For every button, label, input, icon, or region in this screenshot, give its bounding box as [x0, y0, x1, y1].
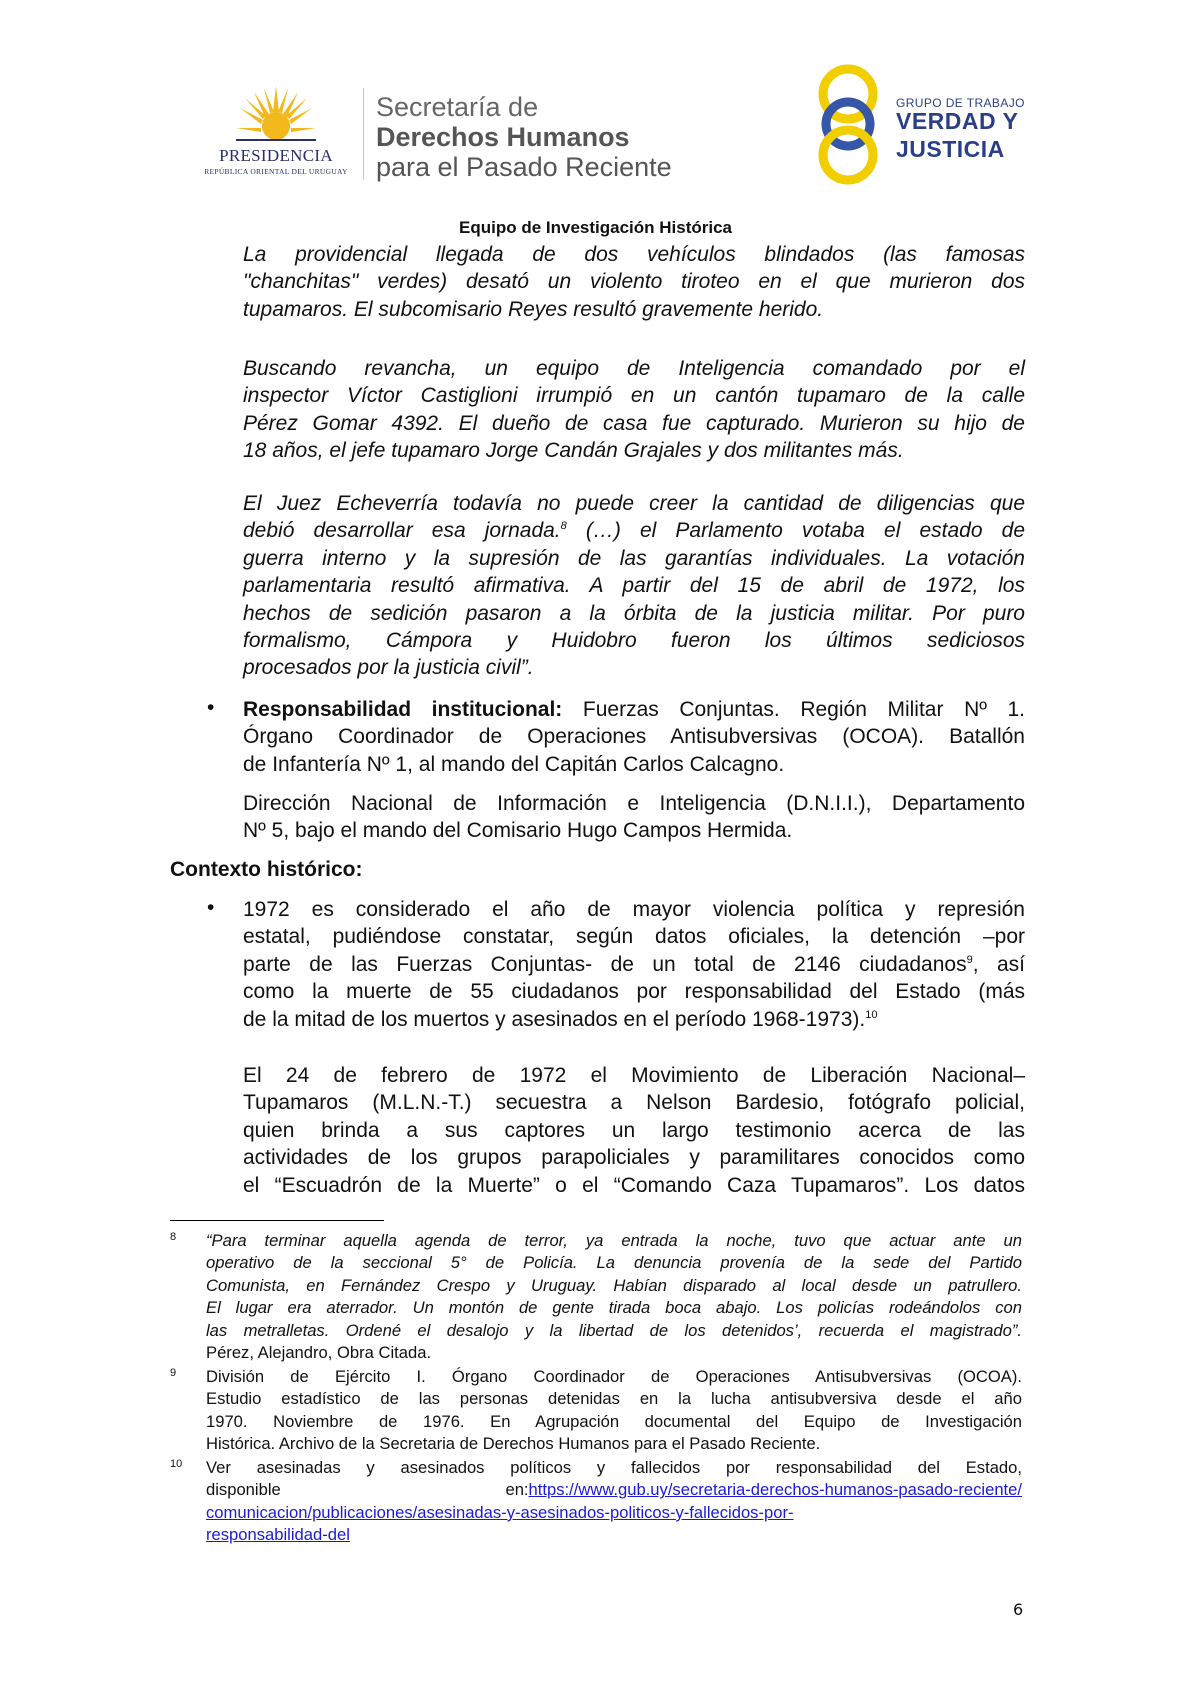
secretaria-line-1: Secretaría de [376, 92, 539, 122]
text-line: El 24 de febrero de 1972 el Movimiento de Liberación Nacional– [243, 1064, 1025, 1087]
presidencia-logo [196, 84, 356, 184]
text-line: tupamaros. El subcomisario Reyes resultó gravemente herido. [243, 297, 824, 321]
secretaria-line-3: para el Pasado Reciente [376, 152, 672, 182]
text-line: Buscando revancha, un equipo de Inteligencia comandado por el [243, 357, 1025, 380]
text-line [206, 1479, 1022, 1501]
contexto-paragraph-2 [243, 1062, 1025, 1199]
text-line: 1972 es considerado el año de mayor violencia política y represión [243, 898, 1025, 921]
footnote-body [206, 1457, 1022, 1547]
footnote-number: 8 [170, 1231, 177, 1243]
text-line: Pérez, Alejandro, Obra Citada. [206, 1342, 432, 1362]
text-fragment: de la mitad de los muertos y asesinados en el período 1968-1973). [243, 1007, 866, 1031]
text-line: formalismo, Cámpora y Huidobro fueron los últimos sediciosos [243, 628, 1025, 652]
text-line [243, 696, 1025, 723]
text-line: Dirección Nacional de Información e Inteligencia (D.N.I.I.), Departamento [243, 792, 1025, 815]
responsabilidad-institucional [243, 696, 1025, 778]
interlinked-rings-icon [808, 62, 888, 187]
footnote-link-continued[interactable]: comunicacion/publicaciones/asesinadas-y-asesinados-politicos-y-fallecidos-por- [206, 1502, 794, 1522]
text-line: Ver asesinadas y asesinados políticos y fallecidos por responsabilidad del Estado, [206, 1458, 1022, 1477]
sun-emblem-icon [236, 84, 316, 144]
text-fragment: , así [972, 952, 1026, 976]
footnote-number: 9 [170, 1367, 177, 1379]
footnote-ref-8[interactable]: 8 [560, 520, 567, 533]
text-line: inspector Víctor Castiglioni irrumpió en un cantón tupamaro de la calle [243, 384, 1025, 408]
text-fragment: disponible [206, 1480, 281, 1500]
text-fragment: Fuerzas Conjuntas. Región Militar Nº 1. [562, 698, 1026, 721]
text-line: Pérez Gomar 4392. El dueño de casa fue capturado. Murieron su hijo de [243, 411, 1025, 435]
text-line: El Juez Echeverría todavía no puede creer la cantidad de diligencias que [243, 492, 1025, 515]
text-fragment: (…) el Parlamento votaba el estado de [566, 519, 1025, 543]
text-line: estatal, pudiéndose constatar, según datos oficiales, la detención –por [243, 925, 1025, 949]
footnote-body [206, 1366, 1022, 1456]
text-line [243, 951, 1025, 978]
footnote-link[interactable]: https://www.gub.uy/secretaria-derechos-humanos-pasado-reciente/ [528, 1480, 1022, 1500]
text-line: las metralletas. Ordené el desalojo y la libertad de los detenidos’, recuerda el magistrado”. [206, 1320, 1022, 1340]
text-line: División de Ejército I. Órgano Coordinador de Operaciones Antisubversivas (OCOA). [206, 1367, 1022, 1386]
page-number: 6 [1013, 1600, 1024, 1619]
text-line: procesados por la justicia civil”. [243, 656, 534, 680]
text-line: El lugar era aterrador. Un montón de gente tirada boca abajo. Los policías rodeándolos con [206, 1298, 1022, 1318]
footnote-separator [170, 1220, 384, 1221]
text-line: “Para terminar aquella agenda de terror, ya entrada la noche, tuvo que actuar ante un [206, 1231, 1022, 1250]
text-line: como la muerte de 55 ciudadanos por responsabilidad del Estado (más [243, 980, 1025, 1004]
quote-paragraph-1 [243, 241, 1025, 323]
text-line: el “Escuadrón de la Muerte” o el “Comando Caza Tupamaros”. Los datos [243, 1173, 1025, 1197]
contexto-heading: Contexto histórico: [170, 858, 363, 881]
verdad-justicia-logo [808, 62, 1038, 187]
footnote-ref-9[interactable]: 9 [966, 953, 973, 966]
text-fragment: en: [505, 1480, 529, 1500]
text-line: quien brinda a sus captores un largo testimonio acerca de las [243, 1118, 1025, 1142]
text-line [243, 1006, 1025, 1033]
responsabilidad-dnii [243, 790, 1025, 845]
text-line: hechos de sedición pasaron a la órbita de la justicia militar. Por puro [243, 601, 1025, 625]
footnote-body [206, 1230, 1022, 1364]
text-line: Nº 5, bajo el mando del Comisario Hugo Campos Hermida. [243, 819, 793, 843]
secretaria-line-2: Derechos Humanos [376, 122, 630, 152]
footnote-link-continued[interactable]: responsabilidad-del [206, 1525, 350, 1545]
bullet-marker: • [207, 696, 215, 719]
text-line: guerra interno y la supresión de las garantías individuales. La votación [243, 546, 1025, 570]
quote-paragraph-2 [243, 355, 1025, 465]
text-line: Órgano Coordinador de Operaciones Antisubversivas (OCOA). Batallón [243, 725, 1025, 749]
text-line: Tupamaros (M.L.N.-T.) secuestra a Nelson Bardesio, fotógrafo policial, [243, 1091, 1025, 1115]
vj-small-label: GRUPO DE TRABAJO [896, 96, 1025, 110]
text-line: operativo de la seccional 5° de Policía. La denuncia provenía de la sede del Partido [206, 1253, 1022, 1273]
header-divider [363, 88, 364, 180]
text-line [243, 517, 1025, 544]
text-line: Histórica. Archivo de la Secretaria de Derechos Humanos para el Pasado Reciente. [206, 1434, 821, 1454]
secretaria-logo-text [376, 92, 672, 182]
text-line: La providencial llegada de dos vehículos blindados (las famosas [243, 243, 1025, 266]
text-line: 1970. Noviembre de 1976. En Agrupación documental del Equipo de Investigación [206, 1411, 1022, 1431]
text-fragment: parte de las Fuerzas Conjuntas- de un total de 2146 ciudadanos [243, 952, 967, 976]
text-line: actividades de los grupos parapoliciales y paramilitares conocidos como [243, 1146, 1025, 1170]
text-line: Comunista, en Fernández Crespo y Uruguay. Habían disparado al local desde un patrullero. [206, 1275, 1022, 1295]
text-line: de Infantería Nº 1, al mando del Capitán Carlos Calcagno. [243, 752, 785, 776]
text-fragment: debió desarrollar esa jornada. [243, 519, 561, 543]
quote-paragraph-3 [243, 490, 1025, 682]
bullet-marker: • [207, 896, 215, 919]
team-title: Equipo de Investigación Histórica [459, 218, 732, 237]
presidencia-subtitle: REPÚBLICA ORIENTAL DEL URUGUAY [204, 167, 348, 176]
footnote-ref-10[interactable]: 10 [865, 1008, 878, 1021]
text-line: "chanchitas" verdes) desató un violento tiroteo en el que murieron dos [243, 270, 1025, 294]
text-line: Estudio estadístico de las personas detenidas en la lucha antisubversiva desde el año [206, 1389, 1022, 1409]
contexto-paragraph-1 [243, 896, 1025, 1033]
vj-title-line-2: JUSTICIA [896, 136, 1005, 162]
text-line: parlamentaria resultó afirmativa. A partir del 15 de abril de 1972, los [243, 574, 1025, 598]
footnote-number: 10 [170, 1458, 183, 1470]
responsabilidad-label: Responsabilidad institucional: [243, 698, 563, 721]
vj-title-line-1: VERDAD Y [896, 108, 1019, 134]
presidencia-name: PRESIDENCIA [219, 146, 333, 165]
text-line: 18 años, el jefe tupamaro Jorge Candán Grajales y dos militantes más. [243, 439, 904, 463]
